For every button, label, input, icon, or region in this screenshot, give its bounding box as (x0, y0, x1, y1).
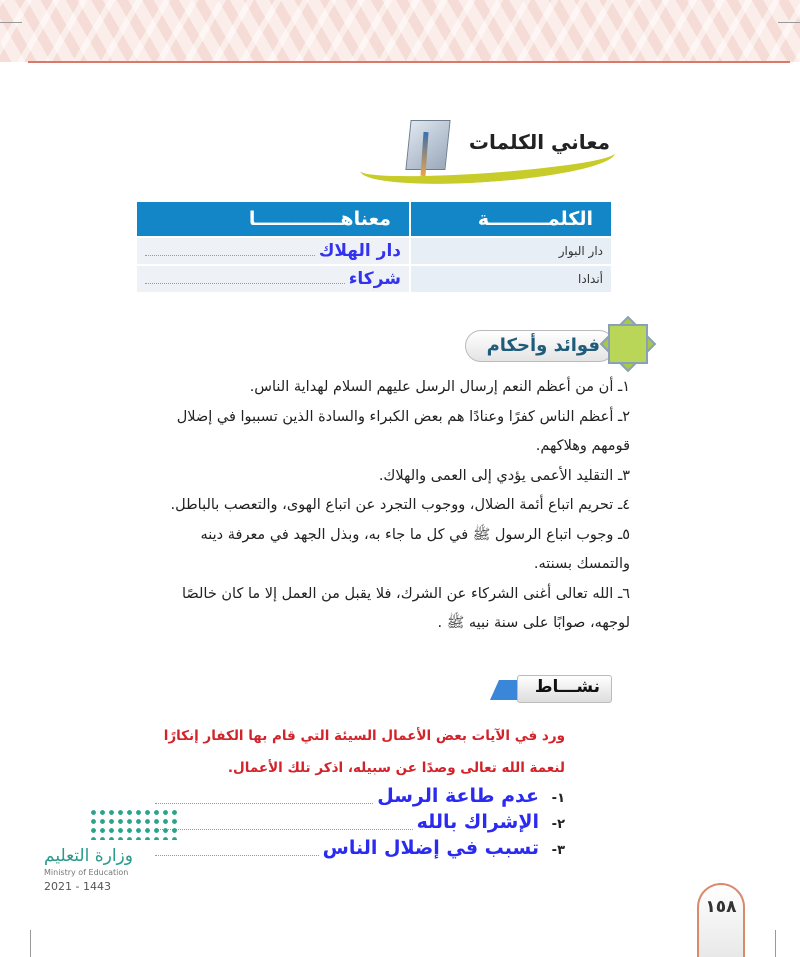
list-item: ٢ـ أعظم الناس كفرًا وعنادًا هم بعض الكبراء والسادة الذين تسببوا في إضلال قومهم وهلاكهم. (176, 408, 630, 454)
column-header-word: الكلمـــــــــة (411, 202, 611, 236)
activity-question: ورد في الآيات بعض الأعمال السيئة التي قام بها الكفار إنكارًا لنعمة الله تعالى وصدًا عن سبيله، اذكر تلك الأعمال. (163, 728, 565, 776)
list-item: ١ـ أن من أعظم النعم إرسال الرسل عليهم السلام لهداية الناس. (249, 379, 630, 395)
word-meanings-table (135, 200, 613, 294)
answer-line[interactable] (155, 811, 565, 837)
crop-mark (0, 22, 22, 23)
list-item: ٦ـ الله تعالى أغنى الشركاء عن الشرك، فلا يقبل من العمل إلا ما كان خالصًا لوجهه، صوابًا على سنة نبيه ﷺ . (181, 585, 630, 631)
decorative-header-band (0, 0, 800, 62)
benefits-header (465, 322, 650, 368)
logo-year: 2021 - 1443 (44, 880, 111, 893)
answer-number: ٢- (551, 817, 565, 832)
answer-number: ٣- (551, 843, 565, 858)
activity-header (490, 675, 612, 705)
list-item: ٥ـ وجوب اتباع الرسول ﷺ في كل ما جاء به، وبذل الجهد في معرفة دينه والتمسك بسنته. (200, 526, 630, 572)
answer-text: عدم طاعة الرسل (374, 785, 539, 807)
header-divider (28, 61, 790, 63)
logo-arabic: وزارة التعليم (44, 846, 133, 866)
column-header-meaning: معناهـــــــــــــا (137, 202, 409, 236)
crop-mark (775, 930, 776, 957)
answer-text: تسبب في إضلال الناس (320, 837, 539, 859)
section-title: معاني الكلمات (468, 130, 610, 154)
logo-dots-icon (89, 808, 181, 840)
meaning-text: شركاء (345, 269, 401, 289)
star-ornament-icon (608, 324, 648, 364)
meaning-cell (137, 238, 409, 264)
page-number: ١٥٨ (697, 883, 745, 957)
list-item: ٣ـ التقليد الأعمى يؤدي إلى العمى والهلاك. (378, 467, 630, 484)
word-meanings-header (360, 112, 620, 187)
answer-line[interactable] (155, 837, 565, 863)
crop-mark (30, 930, 31, 957)
crop-mark (778, 22, 800, 23)
list-item: ٤ـ تحريم اتباع أئمة الضلال، ووجوب التجرد عن اتباع الهوى، والتعصب بالباطل. (170, 497, 630, 513)
answer-line[interactable] (155, 785, 565, 811)
answer-number: ١- (551, 791, 565, 806)
benefits-title: فوائد وأحكام (486, 335, 600, 356)
word-cell: دار البوار (411, 238, 611, 264)
meaning-text: دار الهلاك (315, 241, 401, 261)
activity-title: نشـــاط (534, 677, 600, 697)
table-row (137, 238, 611, 264)
table-row (137, 266, 611, 292)
meaning-cell (137, 266, 409, 292)
benefits-list (170, 373, 630, 639)
word-cell: أندادا (411, 266, 611, 292)
answer-text: الإشراك بالله (414, 811, 539, 833)
logo-english: Ministry of Education (44, 868, 129, 877)
book-icon (405, 120, 450, 170)
ministry-logo (44, 808, 184, 898)
